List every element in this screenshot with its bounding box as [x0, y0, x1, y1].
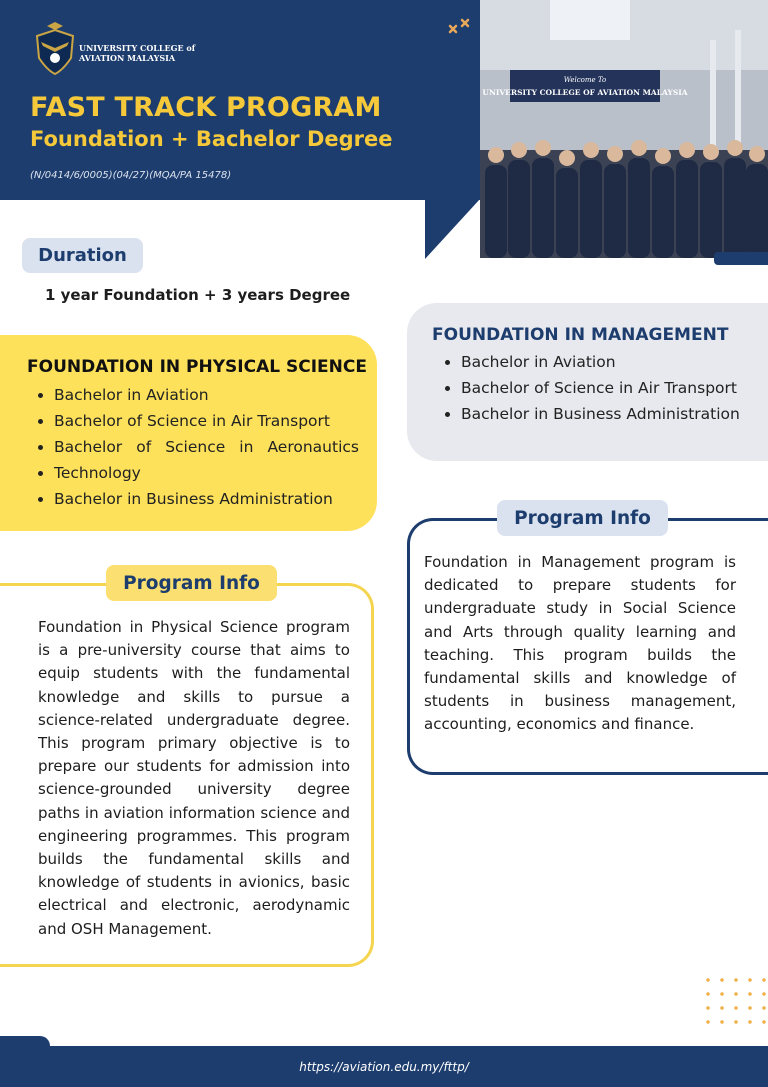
institution-line-2: AVIATION MALAYSIA: [79, 53, 176, 63]
duration-label: Duration: [22, 238, 143, 273]
list-item-text: Bachelor of Science in Aeronautics: [54, 438, 359, 456]
photo-banner-name: UNIVERSITY COLLEGE OF AVIATION MALAYSIA: [482, 88, 688, 97]
university-crest-icon: [33, 22, 77, 76]
header-notch: [425, 199, 480, 259]
website-link[interactable]: https://aviation.edu.my/fttp/: [299, 1059, 469, 1074]
photo-accent-bar: [714, 252, 768, 265]
institution-line-1: UNIVERSITY COLLEGE of: [79, 43, 196, 53]
dot-grid-decoration: [701, 973, 768, 1033]
campus-group-photo: [480, 0, 768, 258]
photo-illustration: [480, 0, 768, 258]
photo-banner-welcome: Welcome To: [563, 76, 607, 84]
management-card: [407, 303, 768, 461]
page-title: FAST TRACK PROGRAM: [30, 92, 382, 123]
list-item: Bachelor in Aviation: [34, 382, 359, 408]
list-item: Bachelor in Aviation: [441, 349, 761, 375]
physical-science-card: [0, 335, 377, 531]
list-item: Bachelor of Science in Air Transport: [34, 408, 359, 434]
management-title: FOUNDATION IN MANAGEMENT: [432, 325, 729, 345]
physical-science-programs: [34, 382, 359, 512]
management-programs: [441, 349, 761, 427]
list-item-continuation: [34, 460, 359, 486]
page-subtitle: Foundation + Bachelor Degree: [30, 127, 393, 151]
accreditation-reference: (N/0414/6/0005)(04/27)(MQA/PA 15478): [30, 170, 232, 181]
institution-name: [79, 43, 195, 63]
management-info-text: Foundation in Management program is dedicated to prepare students for undergraduate study in Social Science and Arts through quality learning and teaching. This program builds the fundamental skills and knowledge of students in business management, accounting, economics and finance.: [424, 553, 736, 734]
physical-science-info-text: Foundation in Physical Science program is a pre-university course that aims to equip students with the fundamental knowledge and skills to pursue a science-related undergraduate degree. This program primary objective is to prepare our students for admission into science-grounded university degree paths in aviation information science and engineering programmes. This program builds the fundamental skills and knowledge of students in avionics, basic electrical and electronic, aerodynamic and OSH Management.: [38, 618, 350, 938]
physical-science-info-label: Program Info: [106, 565, 277, 601]
list-item: Bachelor in Business Administration: [441, 401, 761, 427]
footer-bar: [0, 1046, 768, 1087]
list-item: [34, 434, 359, 460]
list-item-text: Technology: [54, 464, 141, 482]
list-item: Bachelor of Science in Air Transport: [441, 375, 761, 401]
sparkle-decoration-icon: [446, 18, 472, 44]
physical-science-title: FOUNDATION IN PHYSICAL SCIENCE: [27, 357, 367, 377]
list-item: Bachelor in Business Administration: [34, 486, 359, 512]
management-info-label: Program Info: [497, 500, 668, 536]
duration-text: 1 year Foundation + 3 years Degree: [45, 286, 351, 304]
